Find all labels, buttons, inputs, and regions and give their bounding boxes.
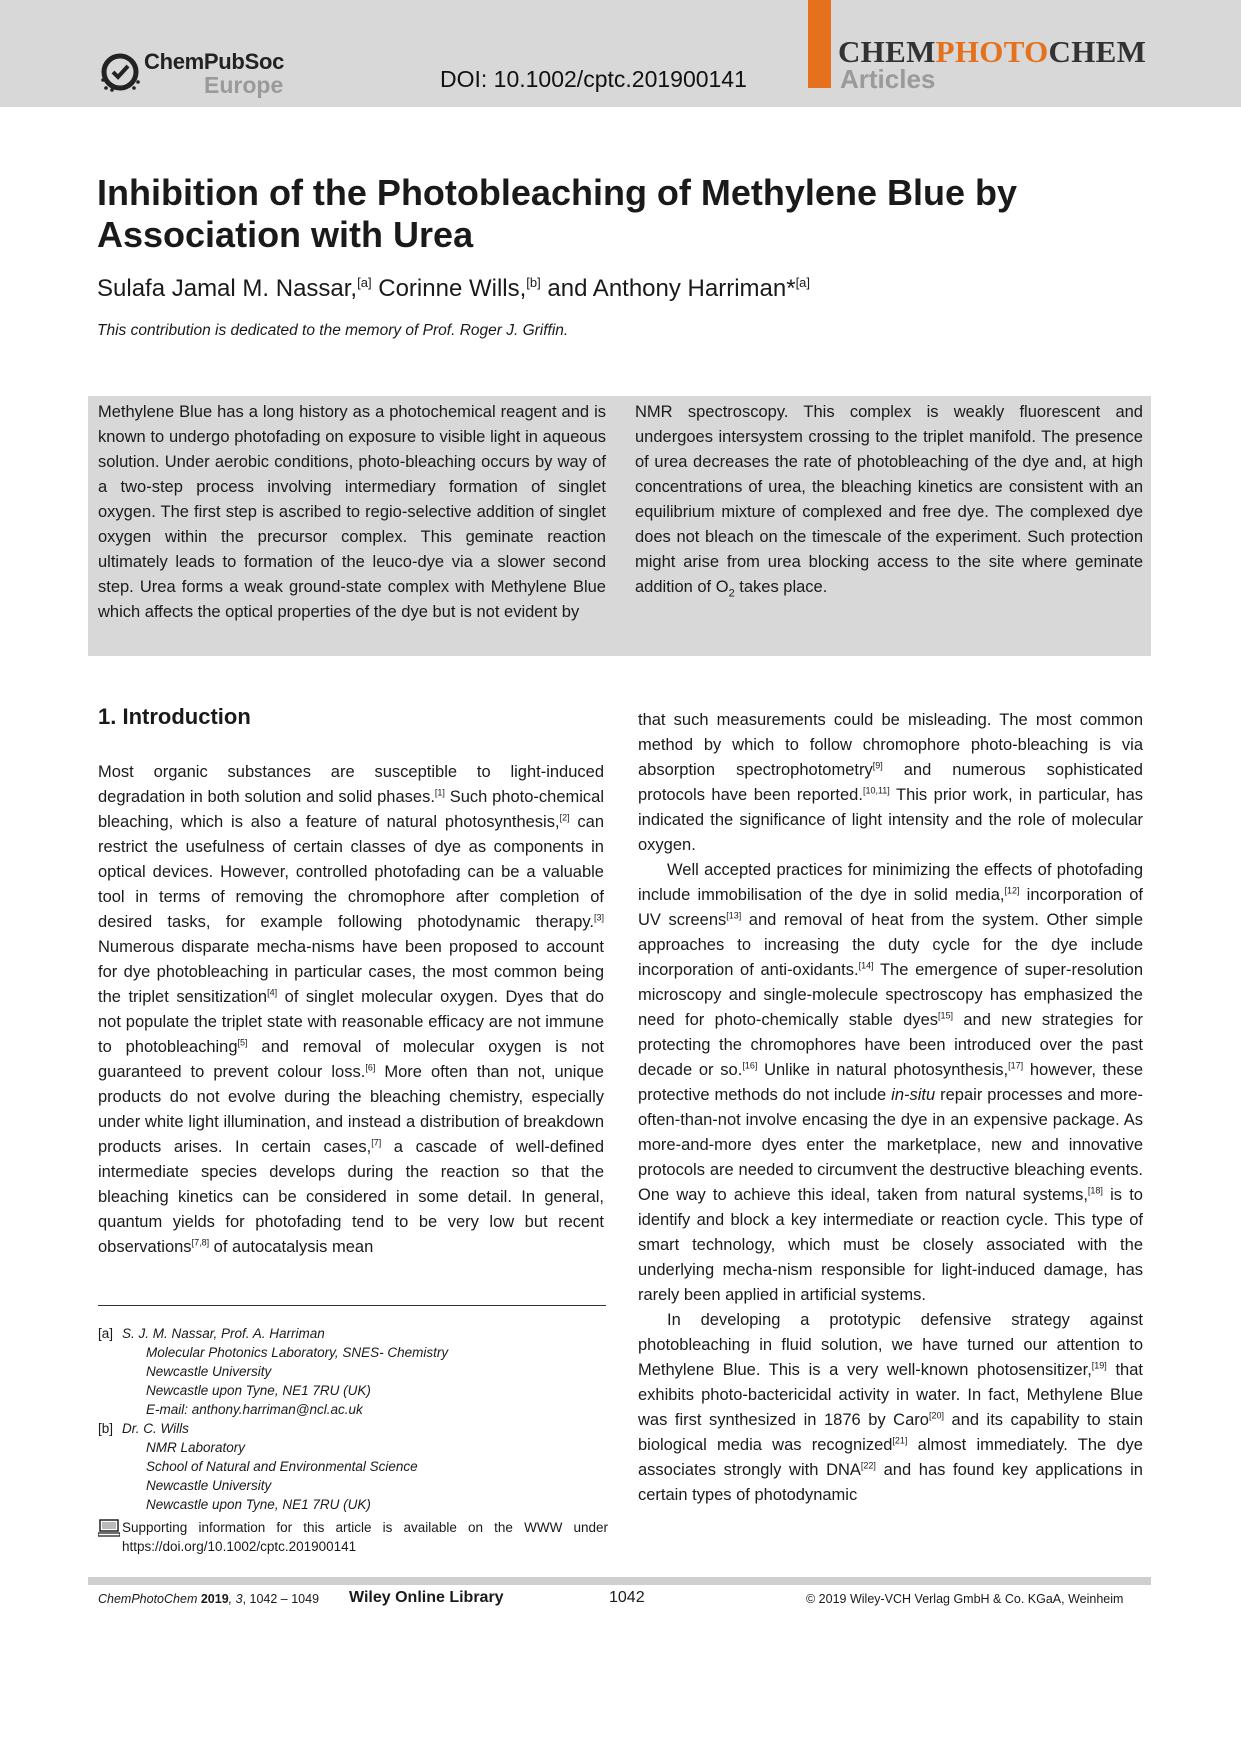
affiliation-line: S. J. M. Nassar, Prof. A. Harriman bbox=[122, 1326, 325, 1341]
paragraph bbox=[638, 1308, 1143, 1508]
dedication: This contribution is dedicated to the memory of Prof. Roger J. Griffin. bbox=[97, 322, 569, 339]
text-run: In developing a prototypic defensive strategy against photobleaching in fluid solution, we have turned our attention to Methylene Blue. This is a very well-known photosensitizer, bbox=[638, 1311, 1143, 1379]
affiliation-line: Newcastle upon Tyne, NE1 7RU (UK) bbox=[146, 1383, 371, 1398]
journal-name-part1: CHEM bbox=[838, 34, 936, 69]
affiliation-b bbox=[98, 1419, 608, 1514]
citation-reference[interactable]: [2] bbox=[559, 812, 570, 823]
text-run: Most organic substances are susceptible to light-induced degradation in both solution and solid phases. bbox=[98, 763, 604, 806]
text-run: that exhibits photo-bactericidal activity in water. In fact, Methylene Blue was first synthesized in 1876 by Caro bbox=[638, 1361, 1143, 1429]
affiliation-line: Newcastle University bbox=[146, 1478, 272, 1493]
paragraph bbox=[638, 858, 1143, 1308]
wiley-online-library-link[interactable]: Wiley Online Library bbox=[349, 1589, 504, 1606]
text-run: however, these protective methods do not include bbox=[638, 1061, 1144, 1104]
footnote-rule bbox=[98, 1305, 606, 1306]
journal-name-part2: PHOTO bbox=[935, 34, 1049, 69]
citation-reference[interactable]: [14] bbox=[858, 960, 874, 971]
text-run: and numerous sophisticated protocols have been reported. bbox=[638, 761, 1143, 804]
affiliation-tag: [b] bbox=[98, 1421, 114, 1436]
author-affiliation: [b] bbox=[526, 275, 541, 290]
affiliation-a bbox=[98, 1324, 608, 1419]
computer-icon bbox=[98, 1519, 120, 1537]
citation-reference[interactable]: [15] bbox=[938, 1010, 954, 1021]
citation-reference[interactable]: [13] bbox=[726, 910, 742, 921]
affiliation-line: Molecular Photonics Laboratory, SNES- Chemistry bbox=[146, 1345, 449, 1360]
article-title: Inhibition of the Photobleaching of Methylene Blue by Association with Urea bbox=[97, 172, 1017, 255]
citation-reference[interactable]: [1] bbox=[434, 787, 445, 798]
affiliation-line: Dr. C. Wills bbox=[122, 1421, 189, 1436]
citation: ChemPhotoChem 2019, 3, 1042 – 1049 bbox=[98, 1592, 320, 1606]
affiliation-tag: [a] bbox=[98, 1326, 114, 1341]
citation-reference[interactable]: [7,8] bbox=[191, 1237, 210, 1248]
text-run: can restrict the usefulness of certain classes of dye as components in optical devices. However, controlled photofading can be a valuable tool in terms of removing the chromophore after completion of desired tasks, for example following photodynamic therapy. bbox=[98, 813, 604, 931]
author-list bbox=[97, 275, 810, 303]
text-run: Unlike in natural photosynthesis, bbox=[757, 1061, 1009, 1079]
italic-text: in-situ bbox=[891, 1086, 936, 1104]
text-run: and removal of heat from the system. Other simple approaches to increasing the duty cycle for the dye include incorporation of anti-oxidants. bbox=[638, 911, 1143, 979]
citation-reference[interactable]: [5] bbox=[237, 1037, 248, 1048]
author-affiliation: [a] bbox=[795, 275, 811, 290]
text-run: This prior work, in particular, has indicated the significance of light intensity and the role of molecular oxygen. bbox=[638, 786, 1143, 854]
chempubsoc-logo-icon bbox=[100, 50, 142, 92]
citation-reference[interactable]: [3] bbox=[593, 912, 604, 923]
citation-reference[interactable]: [19] bbox=[1091, 1360, 1107, 1371]
affiliation-line: NMR Laboratory bbox=[146, 1440, 246, 1455]
text-run: is to identify and block a key intermediate or reaction cycle. This type of smart technology, which must be closely associated with the underlying mecha-nism responsible for light-induced damage, has rarely been applied in artificial systems. bbox=[638, 1186, 1143, 1304]
citation-reference[interactable]: [6] bbox=[365, 1062, 376, 1073]
text-run: repair processes and more-often-than-not involve encasing the dye in an expensive package. As more-and-more dyes enter the marketplace, new and innovative protocols are needed to circumvent the destructive bleaching events. One way to achieve this ideal, taken from natural systems, bbox=[638, 1086, 1143, 1204]
doi-link[interactable]: DOI: 10.1002/cptc.201900141 bbox=[440, 66, 747, 92]
text-run: a cascade of well-defined intermediate species develops during the reaction so that the bleaching kinetics can be considered in some detail. In general, quantum yields for photofading tend to be very low but recent observations bbox=[98, 1138, 604, 1256]
paragraph bbox=[98, 760, 604, 1260]
text-run: More often than not, unique products do not evolve during the bleaching chemistry, especially under white light illumination, and instead a distribution of breakdown products arises. In certain cases, bbox=[98, 1063, 604, 1156]
author-affiliation: [a] bbox=[357, 275, 372, 290]
email-link[interactable]: E-mail: anthony.harriman@ncl.ac.uk bbox=[146, 1402, 363, 1417]
text-run: Numerous disparate mecha-nisms have been proposed to account for dye photobleaching in particular cases, the most common being the triplet sensitization bbox=[98, 938, 604, 1006]
logo-title: ChemPubSoc bbox=[144, 49, 285, 74]
citation-reference[interactable]: [16] bbox=[742, 1060, 758, 1071]
affiliation-line: School of Natural and Environmental Science bbox=[146, 1459, 418, 1474]
citation-reference[interactable]: [18] bbox=[1087, 1185, 1103, 1196]
subscript: 2 bbox=[728, 587, 735, 600]
accent-bar bbox=[808, 0, 831, 88]
text-run: almost immediately. The dye associates strongly with DNA bbox=[638, 1436, 1143, 1479]
citation-reference[interactable]: [22] bbox=[860, 1460, 876, 1471]
publisher-logo[interactable] bbox=[100, 48, 300, 98]
text-run: of singlet molecular oxygen. Dyes that do not populate the triplet state with reasonable efficacy are not immune to photobleaching bbox=[98, 988, 604, 1056]
text-run: Such photo-chemical bleaching, which is also a feature of natural photosynthesis, bbox=[98, 788, 604, 831]
citation-reference[interactable]: [7] bbox=[371, 1137, 382, 1148]
abstract-right-column bbox=[635, 400, 1143, 606]
abstract-text: takes place. bbox=[734, 578, 828, 596]
affiliation-footnotes bbox=[98, 1324, 608, 1514]
footer-journal: ChemPhotoChem bbox=[98, 1592, 198, 1606]
author-name: and Anthony Harriman* bbox=[540, 275, 796, 302]
paragraph bbox=[638, 708, 1143, 858]
footer-rule bbox=[88, 1577, 1151, 1585]
citation-reference[interactable]: [20] bbox=[928, 1410, 944, 1421]
text-run: and new strategies for protecting the chromophores have been introduced over the past decade or so. bbox=[638, 1011, 1143, 1079]
body-right-column bbox=[638, 708, 1143, 1508]
text-run: The emergence of super-resolution microscopy and single-molecule spectroscopy has emphasized the need for photo-chemically stable dyes bbox=[638, 961, 1143, 1029]
text-run: that such measurements could be misleading. The most common method by which to follow chromophore photo-bleaching is via absorption spectrophotometry bbox=[638, 711, 1143, 779]
page-number: 1042 bbox=[609, 1589, 645, 1606]
abstract-left-column: Methylene Blue has a long history as a photochemical reagent and is known to undergo photofading on exposure to visible light in aqueous solution. Under aerobic conditions, photo-bleaching occurs by way of a two-step process involving intermediary formation of singlet oxygen. The first step is ascribed to regio-selective addition of singlet oxygen within the precursor complex. This geminate reaction ultimately leads to formation of the leuco-dye via a slower second step. Urea forms a weak ground-state complex with Methylene Blue which affects the optical properties of the dye but is not evident by bbox=[98, 403, 606, 621]
text-run: and has found key applications in certain types of photodynamic bbox=[638, 1461, 1143, 1504]
text-run: Well accepted practices for minimizing the effects of photofading include immobilisation of the dye in solid media, bbox=[638, 861, 1143, 904]
logo-subtitle: Europe bbox=[204, 72, 284, 98]
abstract-text: NMR spectroscopy. This complex is weakly fluorescent and undergoes intersystem crossing to the triplet manifold. The presence of urea decreases the rate of photobleaching of the dye and, at high concentrations of urea, the bleaching kinetics are consistent with an equilibrium mixture of complexed and free dye. The complexed dye does not bleach on the timescale of the experiment. Such protection might arise from urea blocking access to the site where geminate addition of O bbox=[635, 403, 1143, 596]
citation-reference[interactable]: [4] bbox=[267, 987, 278, 998]
journal-name-part3: CHEM bbox=[1048, 34, 1147, 69]
text-run: and its capability to stain biological media was recognized bbox=[638, 1411, 1143, 1454]
affiliation-line: Newcastle University bbox=[146, 1364, 272, 1379]
affiliation-line: Newcastle upon Tyne, NE1 7RU (UK) bbox=[146, 1497, 371, 1512]
citation-reference[interactable]: [17] bbox=[1008, 1060, 1024, 1071]
citation-reference[interactable]: [21] bbox=[892, 1435, 908, 1446]
author-name: Corinne Wills, bbox=[371, 275, 527, 302]
copyright: © 2019 Wiley-VCH Verlag GmbH & Co. KGaA, Weinheim bbox=[806, 1592, 1124, 1606]
author-name: Sulafa Jamal M. Nassar, bbox=[97, 275, 358, 302]
supporting-info-text: Supporting information for this article is available on the WWW under https://doi.org/10.1002/cptc.201900141 bbox=[122, 1520, 608, 1554]
text-run: of autocatalysis mean bbox=[209, 1238, 374, 1256]
text-run: and removal of molecular oxygen is not guaranteed to prevent colour loss. bbox=[98, 1038, 605, 1081]
body-left-column bbox=[98, 760, 604, 1260]
text-run: incorporation of UV screens bbox=[638, 886, 1143, 929]
citation-reference[interactable]: [10,11] bbox=[862, 785, 890, 796]
supporting-info[interactable] bbox=[98, 1518, 608, 1556]
footer-volume: 3 bbox=[235, 1592, 243, 1606]
citation-reference[interactable]: [12] bbox=[1004, 885, 1020, 896]
section-label: Articles bbox=[840, 64, 936, 94]
footer-year: 2019 bbox=[200, 1592, 229, 1606]
citation-reference[interactable]: [9] bbox=[872, 760, 883, 771]
footer-pages: , 1042 – 1049 bbox=[242, 1592, 320, 1606]
section-heading-introduction: 1. Introduction bbox=[98, 704, 251, 729]
